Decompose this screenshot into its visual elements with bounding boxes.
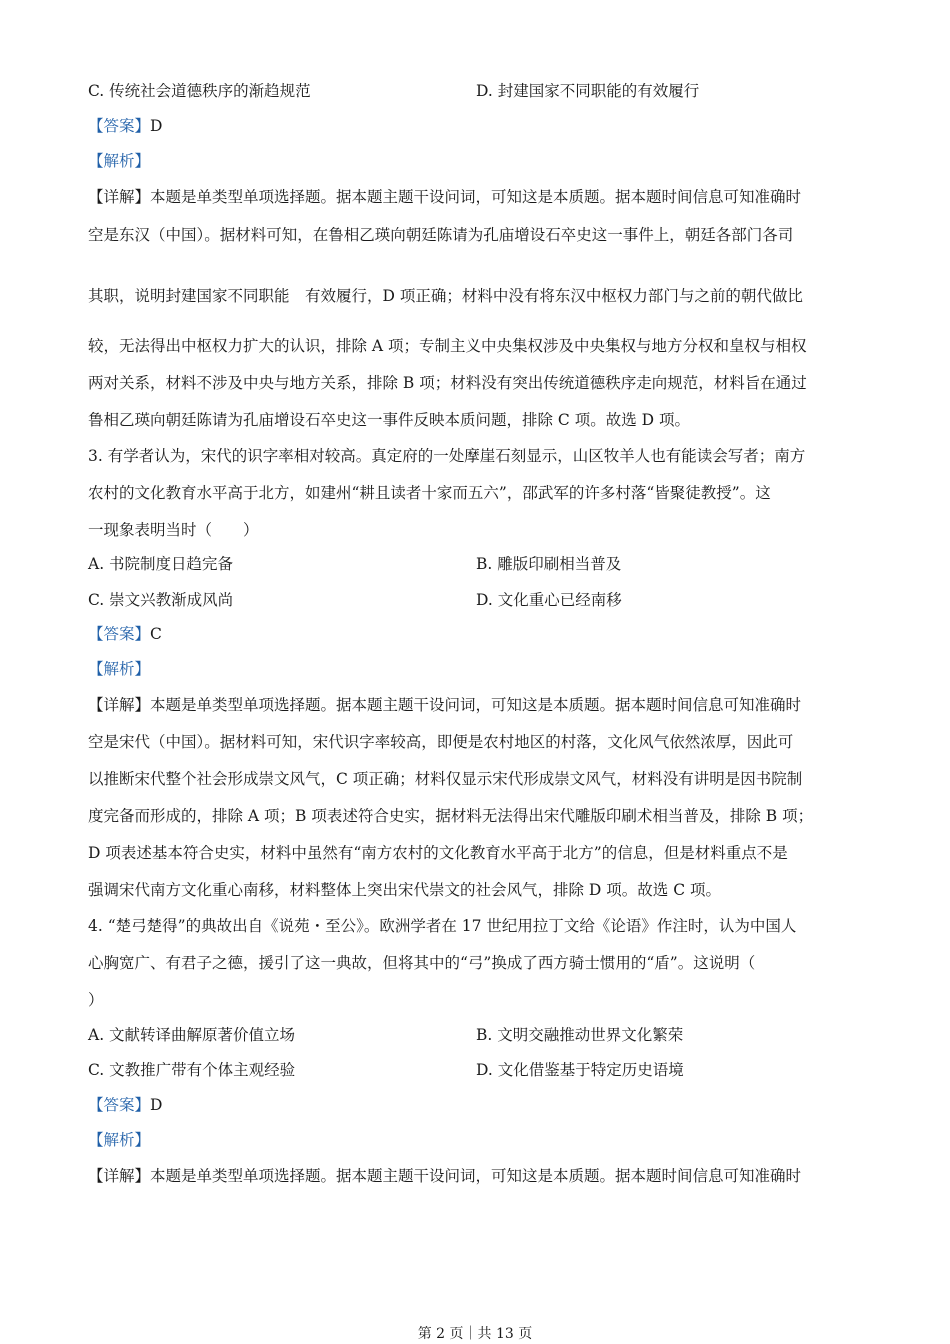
answer-value: D: [150, 1096, 163, 1114]
q2-detail-line: 鲁相乙瑛向朝廷陈请为孔庙增设石卒史这一事件反映本质问题，排除 C 项。故选 D 项。: [88, 411, 690, 429]
q4-answer: [88, 1094, 162, 1116]
q2-analysis-tag: 【解析】: [88, 152, 151, 170]
q2-option-c: C. 传统社会道德秩序的渐趋规范: [88, 82, 311, 100]
q3-analysis-tag: 【解析】: [88, 660, 151, 678]
answer-tag: 【答案】: [88, 625, 151, 643]
q3-option-d: D. 文化重心已经南移: [476, 591, 622, 609]
q4-option-d: D. 文化借鉴基于特定历史语境: [476, 1061, 684, 1079]
q4-option-c: C. 文教推广带有个体主观经验: [88, 1061, 296, 1079]
q3-stem-line: 3. 有学者认为，宋代的识字率相对较高。真定府的一处摩崖石刻显示，山区牧羊人也有能读会写者；南方: [88, 447, 806, 465]
q2-option-d: D. 封建国家不同职能的有效履行: [476, 82, 700, 100]
q3-detail-line: 【详解】本题是单类型单项选择题。据本题主题干设问词，可知这是本质题。据本题时间信息可知准确时: [88, 696, 802, 714]
q3-detail-line: 度完备而形成的，排除 A 项；B 项表述符合史实，据材料无法得出宋代雕版印刷术相当普及，排除 B 项；: [88, 807, 814, 825]
q3-stem-line: 农村的文化教育水平高于北方，如建州“耕且读者十家而五六”，邵武军的许多村落“皆聚徒教授”。这: [88, 484, 771, 502]
q2-detail-line: 其职，说明封建国家不同职能 有效履行，D 项正确；材料中没有将东汉中枢权力部门与之前的朝代做比: [88, 287, 803, 305]
q3-detail-line: 以推断宋代整个社会形成崇文风气，C 项正确；材料仅显示宋代形成崇文风气，材料没有讲明是因书院制: [88, 770, 803, 788]
page-footer: 第 2 页｜共 13 页: [417, 1326, 533, 1342]
q2-detail-line: 较，无法得出中枢权力扩大的认识，排除 A 项；专制主义中央集权涉及中央集权与地方分权和皇权与相权: [88, 337, 807, 355]
answer-tag: 【答案】: [88, 1096, 151, 1114]
answer-tag: 【答案】: [88, 117, 151, 135]
q4-analysis-tag: 【解析】: [88, 1131, 151, 1149]
q3-detail-line: 空是宋代（中国）。据材料可知，宋代识字率较高，即便是农村地区的村落，文化风气依然浓厚，因此可: [88, 733, 794, 751]
q4-detail-line: 【详解】本题是单类型单项选择题。据本题主题干设问词，可知这是本质题。据本题时间信息可知准确时: [88, 1167, 802, 1185]
q3-detail-line: 强调宋代南方文化重心南移，材料整体上突出宋代崇文的社会风气，排除 D 项。故选 C 项。: [88, 881, 721, 899]
q2-detail-line: 两对关系，材料不涉及中央与地方关系，排除 B 项；材料没有突出传统道德秩序走向规范，材料旨在通过: [88, 374, 807, 392]
q4-option-b: B. 文明交融推动世界文化繁荣: [476, 1026, 684, 1044]
answer-value: C: [150, 625, 162, 643]
q3-option-b: B. 雕版印刷相当普及: [476, 555, 622, 573]
q3-answer: [88, 623, 162, 645]
q2-detail-line: 【详解】本题是单类型单项选择题。据本题主题干设问词，可知这是本质题。据本题时间信息可知准确时: [88, 188, 802, 206]
q4-stem-line: 心胸宽广、有君子之德，援引了这一典故，但将其中的“弓”换成了西方骑士惯用的“盾”。这说明（: [88, 954, 756, 972]
q2-answer: [88, 115, 162, 137]
q4-option-a: A. 文献转译曲解原著价值立场: [88, 1026, 296, 1044]
q3-detail-line: D 项表述基本符合史实，材料中虽然有“南方农村的文化教育水平高于北方”的信息，但是材料重点不是: [88, 844, 788, 862]
q4-stem-line: 4. “楚弓楚得”的典故出自《说苑・至公》。欧洲学者在 17 世纪用拉丁文给《论语》作注时，认为中国人: [88, 917, 797, 935]
q2-detail-line: 空是东汉（中国）。据材料可知，在鲁相乙瑛向朝廷陈请为孔庙增设石卒史这一事件上，朝廷各部门各司: [88, 226, 794, 244]
q3-option-a: A. 书院制度日趋完备: [88, 555, 234, 573]
q3-stem-line: 一现象表明当时（ ）: [88, 521, 259, 539]
answer-value: D: [150, 117, 163, 135]
q3-option-c: C. 崇文兴教渐成风尚: [88, 591, 234, 609]
q4-stem-line: ）: [88, 991, 104, 1009]
